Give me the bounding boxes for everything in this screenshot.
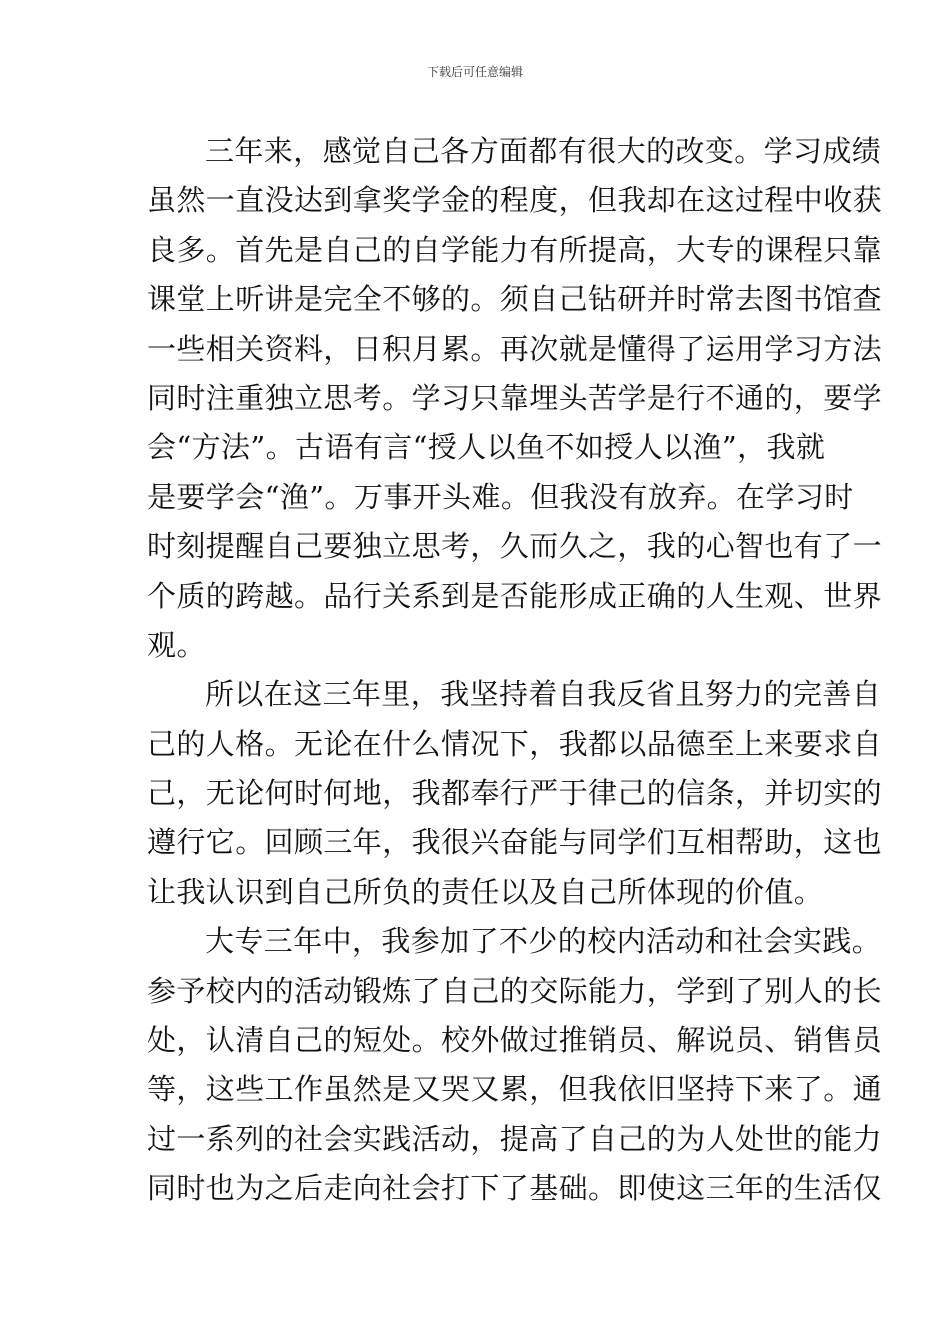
text-line: 让我认识到自己所负的责任以及自己所体现的价值。 [147, 874, 824, 909]
text-line: 等，这些工作虽然是又哭又累，但我依旧坚持下来了。通 [147, 1072, 883, 1107]
text-line: 时刻提醒自己要独立思考，久而久之，我的心智也有了一 [147, 529, 883, 564]
text-line: 是要学会“渔”。万事开头难。但我没有放弃。在学习时 [147, 479, 854, 514]
text-line: 观。 [147, 627, 206, 662]
text-line: 大专三年中，我参加了不少的校内活动和社会实践。 [205, 924, 882, 959]
text-line: 良多。首先是自己的自学能力有所提高，大专的课程只靠 [147, 232, 883, 267]
text-line: 遵行它。回顾三年，我很兴奋能与同学们互相帮助，这也 [147, 825, 883, 860]
paragraph-3 [147, 917, 883, 1213]
text-line: 同时注重独立思考。学习只靠埋头苦学是行不通的，要学 [147, 380, 883, 415]
text-line: 虽然一直没达到拿奖学金的程度，但我却在这过程中收获 [147, 183, 883, 218]
text-line: 课堂上听讲是完全不够的。须自己钻研并时常去图书馆查 [147, 282, 883, 317]
text-line: 三年来，感觉自己各方面都有很大的改变。学习成绩 [205, 134, 882, 168]
text-line: 所以在这三年里，我坚持着自我反省且努力的完善自 [205, 677, 882, 712]
text-line: 处，认清自己的短处。校外做过推销员、解说员、销售员 [147, 1023, 883, 1058]
text-line: 己的人格。无论在什么情况下，我都以品德至上来要求自 [147, 726, 883, 761]
text-line: 过一系列的社会实践活动，提高了自己的为人处世的能力 [147, 1121, 883, 1156]
text-line: 同时也为之后走向社会打下了基础。即使这三年的生活仅 [147, 1171, 883, 1206]
text-line: 会“方法”。古语有言“授人以鱼不如授人以渔”，我就 [147, 430, 826, 465]
paragraph-1 [147, 127, 883, 670]
page-header-note: 下载后可任意编辑 [426, 65, 523, 79]
document-body [147, 127, 883, 1214]
text-line: 个质的跨越。品行关系到是否能形成正确的人生观、世界 [147, 578, 883, 613]
text-line: 一些相关资料，日积月累。再次就是懂得了运用学习方法 [147, 331, 883, 366]
paragraph-2 [147, 670, 883, 917]
text-line: 参予校内的活动锻炼了自己的交际能力，学到了别人的长 [147, 973, 883, 1008]
text-line: 己，无论何时何地，我都奉行严于律己的信条，并切实的 [147, 776, 883, 811]
